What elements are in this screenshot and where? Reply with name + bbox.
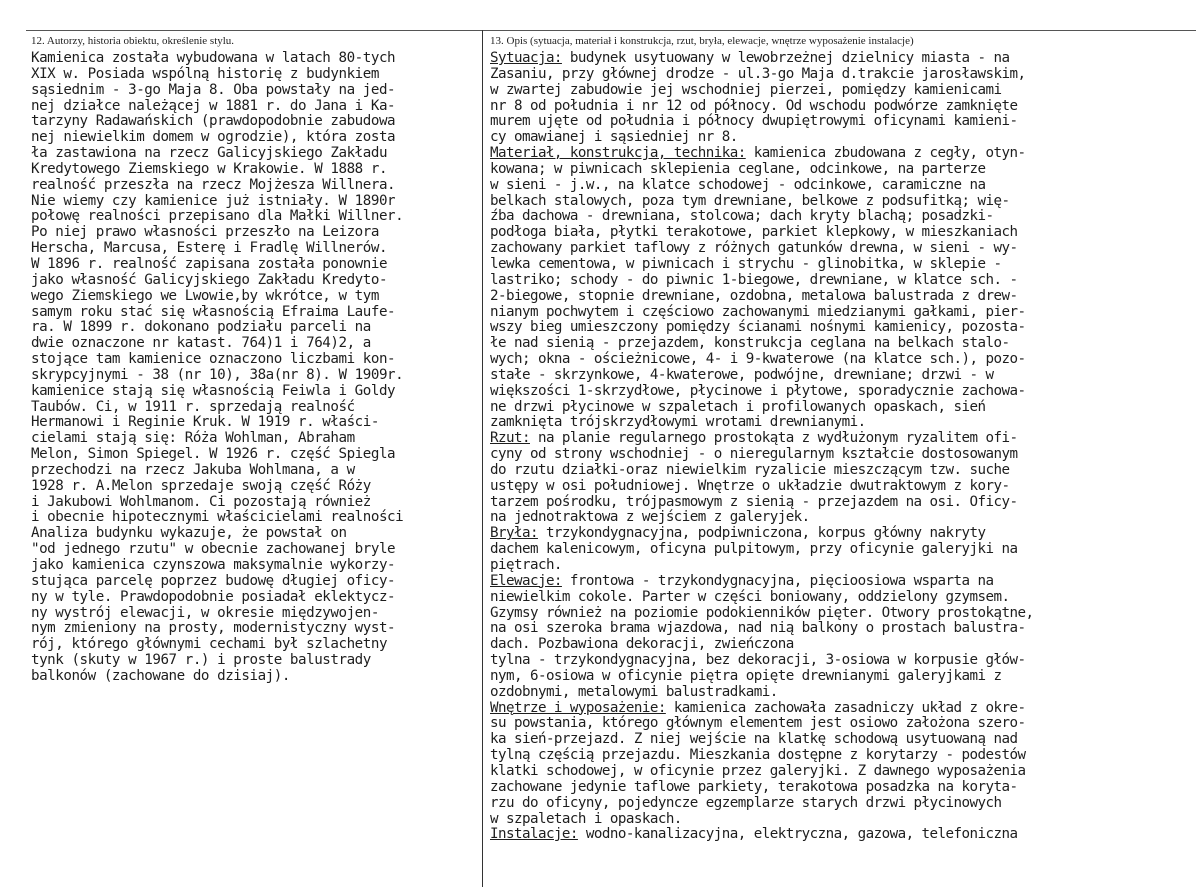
section-label: Rzut: (490, 430, 530, 447)
description-text: zachowany parkiet taflowy z różnych gatunków drewna, w sieni - wy- (490, 240, 1018, 257)
history-line: W 1896 r. realność zapisana została ponownie (31, 255, 388, 272)
description-text: większości 1-skrzydłowe, płycinowe i płytowe, sporadycznie zachowa- (490, 382, 1026, 399)
description-text: klatki schodowej, w oficynie przez galeryjki. Z dawnego wyposażenia (490, 762, 1026, 779)
description-text: w szpaletach i opaskach. (490, 810, 682, 827)
description-text: murem ujęte od południa i północy dwupiętrowymi oficynami kamieni- (490, 113, 1018, 130)
description-text: na jednotraktowa z wejściem z galeryjek. (490, 509, 810, 526)
history-line: ra. W 1899 r. dokonano podziału parceli na (31, 319, 371, 336)
history-line: cielami stają się: Róża Wohlman, Abraham (31, 430, 355, 447)
description-line (490, 685, 1196, 701)
description-text: w sieni - j.w., na klatce schodowej - odcinkowe, caramiczne na (490, 176, 986, 193)
description-text: źba dachowa - drewniana, stolcowa; dach kryty blachą; posadzki- (490, 208, 994, 225)
history-line: Taubów. Ci, w 1911 r. sprzedają realność (31, 398, 355, 415)
description-line (490, 526, 1196, 542)
history-line: skrypcyjnymi - 38 (nr 10), 38a(nr 8). W 1909r. (31, 366, 404, 383)
description-line (490, 431, 1196, 447)
description-text: zamknięta trójskrzydłowymi wrotami drewnianymi. (490, 414, 866, 431)
description-text: ozdobnymi, metalowymi balustradkami. (490, 683, 778, 700)
history-line: nej działce należącej w 1881 r. do Jana i Ka- (31, 97, 396, 114)
history-line: Kredytowego Ziemskiego w Krakowie. W 1888 r. (31, 160, 388, 177)
description-text: wodno-kanalizacyjna, elektryczna, gazowa, telefoniczna (577, 826, 1018, 843)
history-line: jako kamienica czynszowa maksymalnie wykorzy- (31, 557, 396, 573)
description-line (490, 67, 1196, 83)
history-line: nym zmieniony na prosty, modernistyczny wyst- (31, 620, 396, 637)
description-text: kamienica zbudowana z cegły, otyn- (745, 145, 1026, 162)
description-text: kamienica zachowała zasadniczy układ z okre- (665, 699, 1026, 716)
description-text: Gzymsy również na poziomie podokienników pięter. Otwory prostokątne, (490, 604, 1034, 621)
description-text: frontowa - trzykondygnacyjna, pięcioosiowa wsparta na (561, 572, 994, 589)
description-line (490, 194, 1196, 210)
description-text: dachem kalenicowym, oficyna pulpitowym, przy oficynie galeryjki na (490, 541, 1018, 558)
description-text: rzu do oficyny, pojedyncze egzemplarze starych drzwi płycinowych (490, 794, 1002, 811)
section-13-heading: 13. Opis (sytuacja, materiał i konstrukcja, rzut, bryła, elewacje, wnętrze wyposażenie instalacje) (490, 35, 914, 47)
description-line (490, 542, 1196, 558)
description-line (490, 289, 1196, 305)
history-line: jako własność Galicyjskiego Zakładu Kredyto- (31, 271, 388, 288)
description-text: budynek usytuowany w lewobrzeżnej dzielnicy miasta - na (561, 50, 1010, 66)
description-line (490, 748, 1196, 764)
description-text: tylną częścią przejazdu. Mieszkania dostępne z korytarzy - podestów (490, 747, 1026, 764)
description-text: wszy bieg umieszczony pomiędzy ścianami nośnymi kamienicy, pozosta- (490, 319, 1026, 336)
description-text: dach. Pozbawiona dekoracji, zwieńczona (490, 636, 794, 653)
description-text: ustępy w osi południowej. Wnętrze o układzie dwutraktowym z kory- (490, 477, 1010, 494)
history-line: samym roku stać się własnością Efraima Laufe- (31, 303, 396, 320)
description-line (490, 574, 1196, 590)
description-line (490, 400, 1196, 416)
description-line (490, 336, 1196, 352)
description-text: ka sień-przejazd. Z niej wejście na klatkę schodową usytuowaną nad (490, 731, 1018, 748)
section-label: Instalacje: (490, 826, 578, 843)
description-text-column (490, 51, 1196, 843)
history-line: stująca parcelę poprzez budowę długiej oficy- (31, 572, 396, 589)
description-line (490, 812, 1196, 828)
history-line: tynk (skuty w 1967 r.) i proste balustrady (31, 652, 371, 669)
description-line (490, 780, 1196, 796)
description-line (490, 764, 1196, 780)
history-line: Herscha, Marcusa, Esterę i Fradlę Willnerów. (31, 240, 388, 257)
description-line (490, 83, 1196, 99)
history-line: ny wystrój elewacji, w okresie międzywojen- (31, 604, 379, 621)
description-text: ne drzwi płycinowe w szpaletach i profilowanych opaskach, sień (490, 398, 986, 415)
description-line (490, 241, 1196, 257)
description-line (490, 130, 1196, 146)
description-text: lewka cementowa, w piwnicach i strychu - glinobitka, w sklepie - (490, 255, 1002, 272)
section-label: Sytuacja: (490, 50, 562, 66)
description-line (490, 178, 1196, 194)
description-line (490, 479, 1196, 495)
history-line: połowę realności przepisano dla Małki Willner. (31, 208, 404, 225)
history-line: Po niej prawo własności przeszło na Leizora (31, 224, 379, 241)
description-line (490, 368, 1196, 384)
history-line: Hermanowi i Reginie Kruk. W 1919 r. właści- (31, 414, 379, 431)
description-line (490, 558, 1196, 574)
description-line (490, 669, 1196, 685)
history-line: tarzyny Radawańskich (prawdopodobnie zabudowa (31, 113, 396, 130)
description-text: Zasaniu, przy głównej drodze - ul.3-go Maja d.trakcie jarosławskim, (490, 65, 1026, 82)
history-line: stojące tam kamienice oznaczono liczbami kon- (31, 351, 396, 368)
description-line (490, 637, 1196, 653)
history-line: "od jednego rzutu" w obecnie zachowanej bryle (31, 541, 396, 558)
history-line: i Jakubowi Wohlmanom. Ci pozostają również (31, 493, 371, 510)
description-text: belkach stalowych, poza tym drewniane, belkowe z podsufitką; wię- (490, 192, 1010, 209)
section-label: Bryła: (490, 525, 538, 542)
section-label: Elewacje: (490, 572, 562, 589)
description-text: na osi szeroka brama wjazdowa, nad nią balkony o prostach balustra- (490, 620, 1026, 637)
description-line (490, 99, 1196, 115)
description-line (490, 510, 1196, 526)
description-text: nianym pochwytem i częściowo zachowanymi miedzianymi gałkami, pier- (490, 303, 1026, 320)
description-line (490, 590, 1196, 606)
description-line (490, 114, 1196, 130)
history-line: Analiza budynku wykazuje, że powstał on (31, 525, 347, 542)
description-text: su powstania, którego głównym elementem jest osiowo założona szero- (490, 715, 1026, 732)
description-text: w zwartej zabudowie jej wschodniej pierzei, pomiędzy kamienicami (490, 81, 1002, 98)
description-text: cy omawianej i sąsiedniej nr 8. (490, 129, 738, 146)
history-line: wego Ziemskiego we Lwowie,by wkrótce, w tym (31, 287, 379, 304)
description-text: 2-biegowe, stopnie drewniane, ozdobna, metalowa balustrada z drew- (490, 287, 1018, 304)
description-line (490, 732, 1196, 748)
history-line: i obecnie hipotecznymi właścicielami realności (31, 509, 404, 526)
history-line: rój, którego głównymi cechami był szlachetny (31, 636, 388, 653)
history-line: sąsiednim - 3-go Maja 8. Oba powstały na jed- (31, 81, 396, 98)
description-line (490, 352, 1196, 368)
description-line (490, 415, 1196, 431)
history-line: kamienice stają się własnością Feiwla i Goldy (31, 382, 396, 399)
description-line (490, 273, 1196, 289)
description-text: nr 8 od południa i nr 12 od północy. Od wschodu podwórze zamknięte (490, 97, 1018, 114)
description-line (490, 305, 1196, 321)
description-text: tylna - trzykondygnacyjna, bez dekoracji, 3-osiowa w korpusie głów- (490, 652, 1026, 669)
description-line (490, 146, 1196, 162)
description-line (490, 209, 1196, 225)
description-text: cyny od strony wschodniej - o nieregularnym kształcie dostosowanym (490, 446, 1018, 463)
description-line (490, 701, 1196, 717)
description-text: kowana; w piwnicach sklepienia ceglane, odcinkowe, na parterze (490, 160, 986, 177)
description-text: nym, 6-osiowa w oficynie piętra opięte drewnianymi galeryjkami z (490, 667, 1002, 684)
description-text: piętrach. (490, 557, 562, 573)
description-line (490, 225, 1196, 241)
description-text: wych; okna - ościeżnicowe, 4- i 9-kwaterowe (na klatce sch.), pozo- (490, 351, 1026, 368)
description-line (490, 384, 1196, 400)
history-line: dwie oznaczone nr katast. 764)1 i 764)2, a (31, 335, 371, 352)
history-text-column (31, 51, 479, 685)
history-line: Nie wiemy czy kamienice już istniały. W 1890r (31, 192, 396, 209)
description-line (490, 257, 1196, 273)
description-text: tarzem pośrodku, trójpasmowym z sienią - przejazdem na osi. Oficy- (490, 493, 1018, 510)
description-text: zachowane jedynie taflowe parkiety, terakotowa posadzka na koryta- (490, 778, 1018, 795)
history-line: Melon, Simon Spiegel. W 1926 r. część Spiegla (31, 446, 396, 463)
description-line (490, 796, 1196, 812)
history-line: Kamienica została wybudowana w latach 80-tych (31, 50, 396, 66)
description-line (490, 653, 1196, 669)
description-line (490, 716, 1196, 732)
description-line (490, 827, 1196, 843)
description-line (490, 495, 1196, 511)
description-text: do rzutu działki-oraz niewielkim ryzalicie mieszczącym tzw. suche (490, 461, 1010, 478)
description-text: lastriko; schody - do piwnic 1-biegowe, drewniane, w klatce sch. - (490, 271, 1018, 288)
description-line (490, 606, 1196, 622)
description-text: na planie regularnego prostokąta z wydłużonym ryzalitem ofi- (529, 430, 1018, 447)
section-label: Wnętrze i wyposażenie: (490, 699, 666, 716)
history-line: realność przeszła na rzecz Mojżesza Willnera. (31, 176, 396, 193)
section-label: Materiał, konstrukcja, technika: (490, 145, 746, 162)
history-line: ła zastawiona na rzecz Galicyjskiego Zakładu (31, 145, 388, 162)
description-text: podłoga biała, płytki terakotowe, parkiet klepkowy, w mieszkaniach (490, 224, 1018, 241)
history-line: XIX w. Posiada wspólną historię z budynkiem (31, 65, 379, 82)
section-12-heading: 12. Autorzy, historia obiektu, określenie stylu. (31, 35, 235, 47)
description-text: niewielkim cokole. Parter w części boniowany, oddzielony gzymsem. (490, 588, 1010, 605)
history-line: ny w tyle. Prawdopodobnie posiadał eklektycz- (31, 588, 396, 605)
description-line (490, 447, 1196, 463)
description-line (490, 51, 1196, 67)
description-line (490, 463, 1196, 479)
history-line: balkonów (zachowane do dzisiaj). (31, 667, 290, 684)
description-line (490, 621, 1196, 637)
column-divider (482, 30, 483, 887)
history-line: 1928 r. A.Melon sprzedaje swoją część Róży (31, 477, 371, 494)
description-text: trzykondygnacyjna, podpiwniczona, korpus główny nakryty (537, 525, 986, 542)
description-line (490, 320, 1196, 336)
description-text: stałe - skrzynkowe, 4-kwaterowe, podwójne, drewniane; drzwi - w (490, 366, 994, 383)
history-line: przechodzi na rzecz Jakuba Wohlmana, a w (31, 461, 355, 478)
history-line: nej niewielkim domem w ogrodzie), która zosta (31, 129, 396, 146)
description-text: łe nad sienią - przejazdem, konstrukcja ceglana na belkach stalo- (490, 335, 1010, 352)
description-line (490, 162, 1196, 178)
